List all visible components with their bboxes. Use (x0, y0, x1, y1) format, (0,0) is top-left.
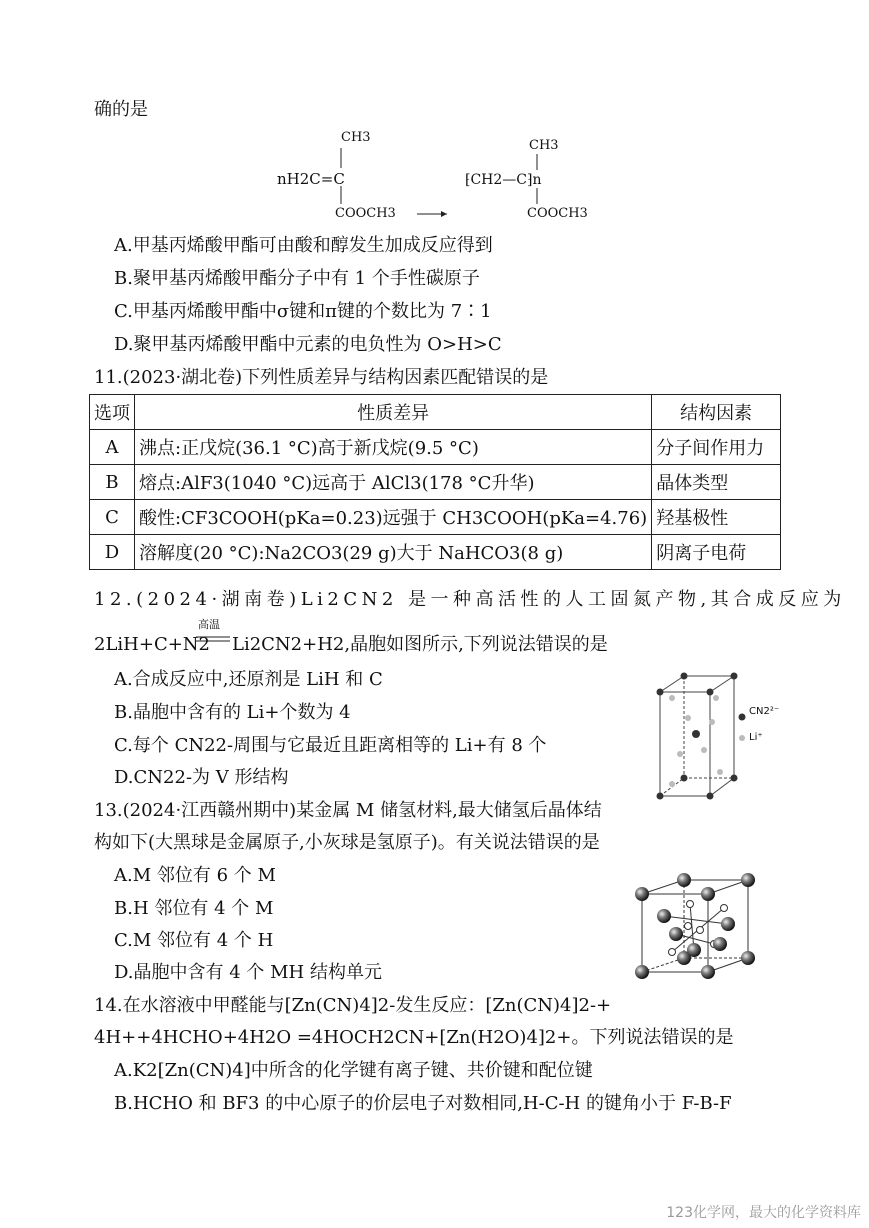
q10-stem-tail: 确的是 (94, 99, 148, 120)
right-ch3: CH3 (529, 138, 559, 153)
q10-option-a: A.甲基丙烯酸甲酯可由酸和醇发生加成反应得到 (114, 235, 493, 256)
q11-table (89, 394, 781, 570)
row-property: 熔点:AlF3(1040 °C)远高于 AlCl3(178 °C升华) (135, 465, 652, 500)
row-option: A (90, 430, 135, 465)
polymerization-reaction (275, 128, 605, 228)
header-property: 性质差异 (135, 395, 652, 430)
right-cooch3: COOCH3 (527, 206, 588, 221)
q11-stem: 11.(2023·湖北卷)下列性质差异与结构因素匹配错误的是 (94, 367, 549, 388)
q14-option-a: A.K2[Zn(CN)4]中所含的化学键有离子键、共价键和配位键 (114, 1060, 593, 1081)
equilibrium-equals-sign (196, 635, 232, 643)
header-factor: 结构因素 (652, 395, 781, 430)
legend-cn2: CN2²⁻ (749, 706, 780, 717)
right-polymer: ⁅CH2—C⁆n (465, 172, 542, 188)
row-factor: 羟基极性 (652, 500, 781, 535)
q14-option-b: B.HCHO 和 BF3 的中心原子的价层电子对数相同,H-C-H 的键角小于 F-B-F (114, 1093, 732, 1114)
q14-stem-line2: 4H++4HCHO+4H2O =4HOCH2CN+[Zn(H2O)4]2+。下列说法错误的是 (94, 1027, 734, 1048)
q12-option-a: A.合成反应中,还原剂是 LiH 和 C (114, 669, 383, 690)
legend-li: Li⁺ (749, 732, 763, 743)
q13-stem-line1: 13.(2024·江西赣州期中)某金属 M 储氢材料,最大储氢后晶体结 (94, 800, 602, 821)
q12-condition: 高温 (198, 618, 220, 631)
left-monomer: nH2C=C (277, 170, 345, 188)
table-row (90, 535, 781, 570)
q13-option-b: B.H 邻位有 4 个 M (114, 898, 274, 919)
q13-option-c: C.M 邻位有 4 个 H (114, 930, 274, 951)
row-option: B (90, 465, 135, 500)
footer-watermark-text: 123化学网，最大的化学资料库 (666, 1205, 861, 1221)
q12-option-b: B.晶胞中含有的 Li+个数为 4 (114, 702, 351, 723)
table-header-row (90, 395, 781, 430)
row-factor: 分子间作用力 (652, 430, 781, 465)
row-option: D (90, 535, 135, 570)
q12-stem-line2-left: 2LiH+C+N2 (94, 634, 210, 655)
q10-option-b: B.聚甲基丙烯酸甲酯分子中有 1 个手性碳原子 (114, 268, 480, 289)
header-option: 选项 (90, 395, 135, 430)
left-ch3: CH3 (341, 130, 371, 145)
row-option: C (90, 500, 135, 535)
li2cn2-unit-cell-figure (650, 668, 790, 808)
table-row (90, 500, 781, 535)
q13-option-d: D.晶胞中含有 4 个 MH 结构单元 (114, 962, 382, 983)
q13-stem-line2: 构如下(大黑球是金属原子,小灰球是氢原子)。有关说法错误的是 (94, 832, 600, 853)
left-cooch3: COOCH3 (335, 206, 396, 221)
q12-option-d: D.CN22-为 V 形结构 (114, 767, 289, 788)
q14-stem-line1: 14.在水溶液中甲醛能与[Zn(CN)4]2-发生反应：[Zn(CN)4]2-+ (94, 995, 612, 1016)
row-property: 酸性:CF3COOH(pKa=0.23)远强于 CH3COOH(pKa=4.76) (135, 500, 652, 535)
row-factor: 阴离子电荷 (652, 535, 781, 570)
table-row (90, 465, 781, 500)
row-property: 沸点:正戊烷(36.1 °C)高于新戊烷(9.5 °C) (135, 430, 652, 465)
q10-option-c: C.甲基丙烯酸甲酯中σ键和π键的个数比为 7∶1 (114, 301, 492, 322)
row-factor: 晶体类型 (652, 465, 781, 500)
q10-option-d: D.聚甲基丙烯酸甲酯中元素的电负性为 O>H>C (114, 334, 502, 355)
q12-stem-line2-right: Li2CN2+H2,晶胞如图所示,下列说法错误的是 (232, 634, 608, 655)
table-row (90, 430, 781, 465)
q12-option-c: C.每个 CN22-周围与它最近且距离相等的 Li+有 8 个 (114, 735, 547, 756)
q13-option-a: A.M 邻位有 6 个 M (114, 865, 276, 886)
q12-stem-line1: 12.(2024·湖南卷)Li2CN2 是一种高活性的人工固氮产物,其合成反应为 (94, 589, 846, 610)
row-property: 溶解度(20 °C):Na2CO3(29 g)大于 NaHCO3(8 g) (135, 535, 652, 570)
metal-hydride-cell-figure (628, 868, 768, 986)
